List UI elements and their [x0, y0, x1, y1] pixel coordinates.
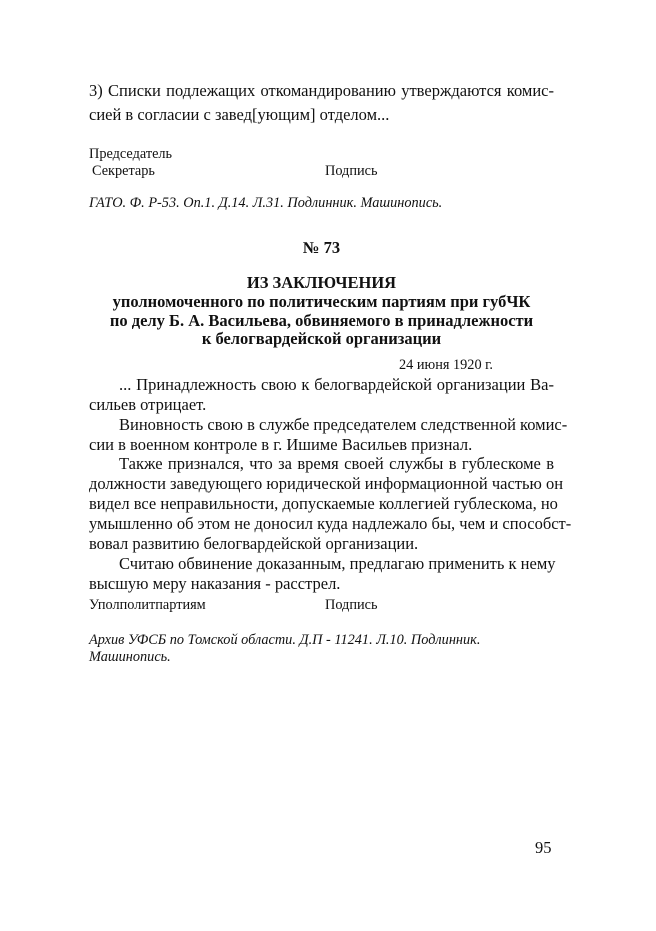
archive-source-2-line-1: Архив УФСБ по Томской области. Д.П - 11241. Л.10. Подлинник.: [89, 632, 481, 648]
paragraph-1-line-2: сильев отрицает.: [89, 395, 207, 414]
document-heading: ИЗ ЗАКЛЮЧЕНИЯ: [246, 273, 397, 292]
top-item-line-1: 3) Списки подлежащих откомандированию утверждаются комис-: [89, 81, 554, 100]
secretary-label: Секретарь: [92, 163, 155, 179]
subheading-line-1: уполномоченного по политическим партиям при губЧК: [112, 292, 531, 311]
document-date: 24 июня 1920 г.: [399, 357, 493, 373]
subheading-line-3: к белогвардейской организации: [201, 329, 442, 348]
paragraph-3-line-1: Также признался, что за время своей службы в гублескоме в: [119, 454, 554, 473]
paragraph-3-line-2: должности заведующего юридической информационной частью он: [89, 474, 564, 493]
paragraph-2-line-2: сии в военном контроле в г. Ишиме Васильев признал.: [89, 435, 473, 454]
page-number: 95: [535, 838, 552, 857]
paragraph-3-line-3: видел все неправильности, допускаемые коллегией гублескома, но: [89, 494, 558, 513]
archive-source-2-line-2: Машинопись.: [89, 649, 171, 665]
signature-label-2: Подпись: [325, 597, 378, 613]
chairman-label: Председатель: [89, 146, 173, 162]
official-label: Уполполитпартиям: [89, 597, 206, 613]
top-item-line-2: сией в согласии с завед[ующим] отделом...: [89, 105, 390, 124]
paragraph-3-line-5: вовал развитию белогвардейской организации.: [89, 534, 419, 553]
archive-source-1: ГАТО. Ф. Р-53. Оп.1. Д.14. Л.31. Подлинник. Машинопись.: [89, 195, 443, 211]
paragraph-3-line-4: умышленно об этом не доносил куда надлежало бы, чем и способст-: [89, 514, 572, 533]
paragraph-4-line-2: высшую меру наказания - расстрел.: [89, 574, 341, 593]
signature-label-1: Подпись: [325, 163, 378, 179]
document-number: № 73: [302, 238, 341, 257]
subheading-line-2: по делу Б. А. Васильева, обвиняемого в принадлежности: [109, 311, 534, 330]
paragraph-1-line-1: ... Принадлежность свою к белогвардейской организации Ва-: [119, 375, 554, 394]
paragraph-4-line-1: Считаю обвинение доказанным, предлагаю применить к нему: [119, 554, 556, 573]
paragraph-2-line-1: Виновность свою в службе председателем следственной комис-: [119, 415, 568, 434]
